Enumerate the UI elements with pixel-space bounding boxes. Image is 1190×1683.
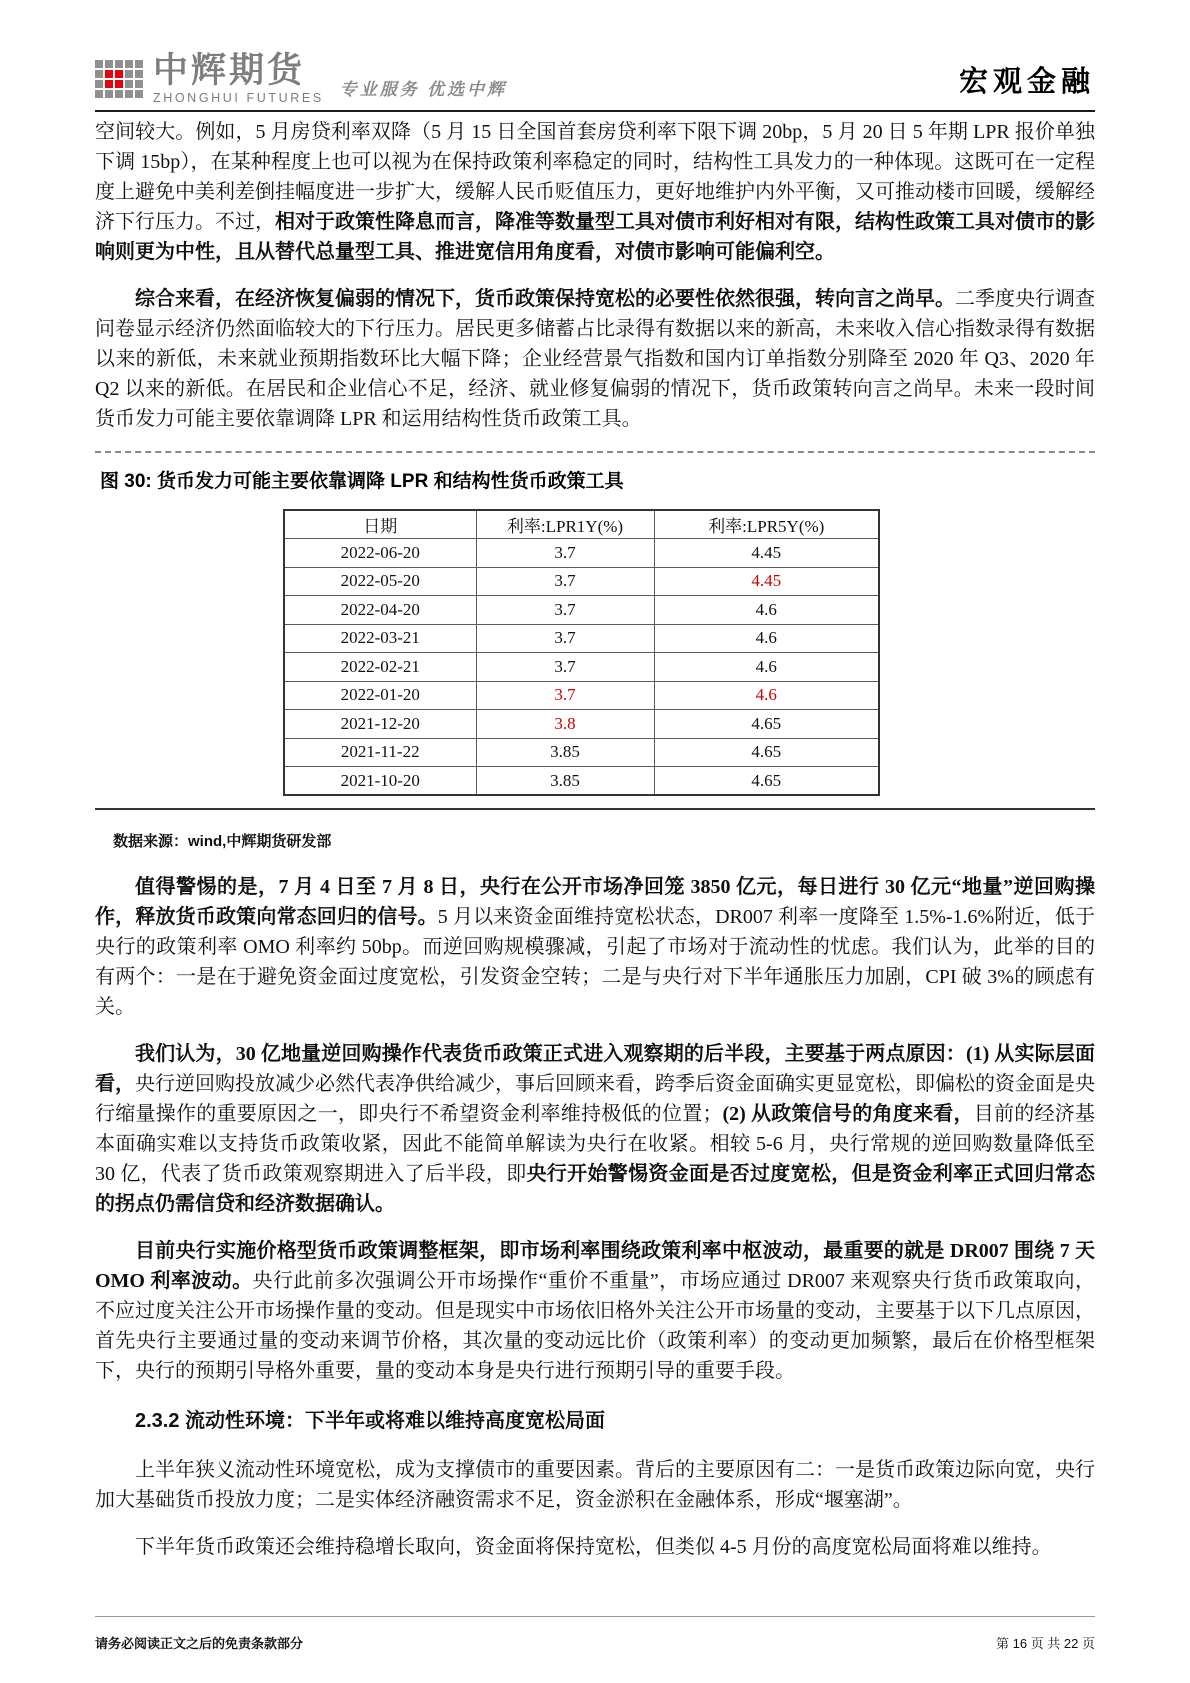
footer-page-number: 第 16 页 共 22 页	[996, 1636, 1095, 1651]
column-header: 日期	[284, 510, 476, 539]
table-cell: 2022-04-20	[284, 596, 476, 625]
brand-name	[153, 50, 324, 105]
figure-30	[95, 451, 1095, 851]
emphasis-text: (2) 从政策信号的角度来看，	[722, 1103, 974, 1125]
body-paragraph	[95, 1039, 1095, 1219]
table-cell: 4.65	[654, 767, 879, 796]
body-text: 央行逆回购投放减少必然代表净供给减少，事后回顾来看，跨季后资金面确实更显宽松，即偏松的资金面是央行缩量操作的重要原因之一，即央行不希望资金利率维持极低的位置；	[95, 1073, 1095, 1125]
table-cell: 3.7	[476, 653, 654, 682]
table-row	[284, 567, 879, 596]
table-cell: 3.85	[476, 767, 654, 796]
body-text: 央行此前多次强调公开市场操作“重价不重量”，市场应通过 DR007 来观察央行货币政策取向，不应过度关注公开市场操作量的变动。但是现实中市场依旧格外关注公开市场量的变动，主要基于以下几点原因，首先央行主要通过量的变动来调节价格，其次量的变动远比价（政策利率）的变动更加频繁，最后在价格型框架下，央行的预期引导格外重要，量的变动本身是央行进行预期引导的重要手段。	[95, 1270, 1095, 1382]
brand-name-en: ZHONGHUI FUTURES	[153, 90, 324, 105]
table-row	[284, 624, 879, 653]
footer-divider	[95, 1616, 1095, 1617]
table-row	[284, 653, 879, 682]
table-cell: 3.7	[476, 567, 654, 596]
table-cell: 2021-11-22	[284, 738, 476, 767]
table-cell: 2022-06-20	[284, 539, 476, 568]
table-cell: 4.6	[654, 653, 879, 682]
body-paragraph	[95, 284, 1095, 434]
table-row	[284, 539, 879, 568]
table-cell: 3.7	[476, 624, 654, 653]
header-divider	[95, 110, 1095, 112]
emphasis-text: 我们认为，30 亿地量逆回购操作代表货币政策正式进入观察期的后半段，主要基于两点原因：(1) 从实际层面看，	[95, 1043, 1095, 1095]
table-cell: 4.65	[654, 738, 879, 767]
table-cell: 2022-01-20	[284, 681, 476, 710]
brand-block	[95, 50, 508, 105]
body-paragraph	[95, 117, 1095, 267]
table-cell: 3.7	[476, 539, 654, 568]
footer-disclaimer: 请务必阅读正文之后的免责条款部分	[95, 1636, 304, 1651]
table-cell: 4.6	[654, 681, 879, 710]
report-body	[95, 117, 1095, 1562]
body-paragraphs-bottom	[95, 1455, 1095, 1562]
table-row	[284, 710, 879, 739]
report-category: 宏观金融	[958, 66, 1095, 98]
figure-title: 图 30: 货币发力可能主要依靠调降 LPR 和结构性货币政策工具	[100, 471, 624, 492]
column-header: 利率:LPR5Y(%)	[654, 510, 879, 539]
page-footer	[95, 1616, 1095, 1652]
table-cell: 3.8	[476, 710, 654, 739]
figure-data-source: 数据来源：wind,中辉期货研发部	[113, 833, 332, 850]
table-cell: 4.45	[654, 567, 879, 596]
emphasis-text: 相对于政策性降息而言，降准等数量型工具对债市利好相对有限，结构性政策工具对债市的影响则更为中性，且从替代总量型工具、推进宽信用角度看，对债市影响可能偏利空。	[95, 211, 1095, 263]
emphasis-text: 目前央行实施价格型货币政策调整框架，即市场利率围绕政策利率中枢波动，最重要的就是 DR007 围绕 7 天 OMO 利率波动。	[95, 1240, 1095, 1292]
section-heading: 2.3.2 流动性环境：下半年或将难以维持高度宽松局面	[135, 1410, 606, 1432]
table-row	[284, 681, 879, 710]
brand-name-cn: 中辉期货	[153, 50, 306, 90]
table-cell: 4.65	[654, 710, 879, 739]
table-cell: 2022-02-21	[284, 653, 476, 682]
table-cell: 4.45	[654, 539, 879, 568]
table-cell: 4.6	[654, 596, 879, 625]
table-cell: 2022-05-20	[284, 567, 476, 596]
body-paragraph	[95, 1455, 1095, 1515]
body-text: 上半年狭义流动性环境宽松，成为支撑债市的重要因素。背后的主要原因有二：一是货币政策边际向宽，央行加大基础货币投放力度；二是实体经济融资需求不足，资金淤积在金融体系，形成“堰塞湖”。	[95, 1459, 1095, 1511]
table-cell: 2021-12-20	[284, 710, 476, 739]
table-cell: 3.85	[476, 738, 654, 767]
figure-top-divider	[95, 451, 1095, 453]
table-row	[284, 738, 879, 767]
table-cell: 2021-10-20	[284, 767, 476, 796]
table-cell: 4.6	[654, 624, 879, 653]
brand-tagline: 专业服务 优选中辉	[339, 80, 508, 99]
emphasis-text: 央行开始警惕资金面是否过度宽松，但是资金利率正式回归常态的拐点仍需信贷和经济数据确认。	[95, 1163, 1095, 1215]
body-paragraph	[95, 872, 1095, 1022]
lpr-table-header-row	[284, 510, 879, 539]
body-text: 二季度央行调查问卷显示经济仍然面临较大的下行压力。居民更多储蓄占比录得有数据以来的新高，未来收入信心指数录得有数据以来的新低，未来就业预期指数环比大幅下降；企业经营景气指数和国内订单指数分别降至 2020 年 Q3、2020 年 Q2 以来的新低。在居民和企业信心不足，经济、就业修复偏弱的情况下，货币政策转向言之尚早。未来一段时间货币发力可能主要依靠调降 LPR 和运用结构性货币政策工具。	[95, 288, 1095, 430]
lpr-rate-table	[283, 509, 880, 796]
table-cell: 3.7	[476, 681, 654, 710]
brand-logo-icon	[95, 60, 143, 98]
body-text: 目前的经济基本面确实难以支持货币政策收紧，因此不能简单解读为央行在收紧。相较 5-6 月，央行常规的逆回购数量降低至 30 亿，代表了货币政策观察期进入了后半段，即	[95, 1103, 1096, 1185]
emphasis-text: 综合来看，在经济恢复偏弱的情况下，货币政策保持宽松的必要性依然很强，转向言之尚早。	[135, 288, 955, 310]
body-paragraph	[95, 1236, 1095, 1386]
body-text: 5 月以来资金面维持宽松状态，DR007 利率一度降至 1.5%-1.6%附近，低于央行的政策利率 OMO 利率约 50bp。而逆回购规模骤减，引起了市场对于流动性的忧虑。我们认为，此举的目的有两个：一是在于避免资金面过度宽松，引发资金空转；二是与央行对下半年通胀压力加剧，CPI 破 3%的顾虑有关。	[95, 906, 1095, 1018]
body-paragraphs-mid	[95, 872, 1095, 1386]
table-cell: 2022-03-21	[284, 624, 476, 653]
body-text: 下半年货币政策还会维持稳增长取向，资金面将保持宽松，但类似 4-5 月份的高度宽松局面将难以维持。	[135, 1536, 1052, 1558]
body-text: 空间较大。例如，5 月房贷利率双降（5 月 15 日全国首套房贷利率下限下调 20bp，5 月 20 日 5 年期 LPR 报价单独下调 15bp），在某种程度上也可以视为在保持政策利率稳定的同时，结构性工具发力的一种体现。这既可在一定程度上避免中美利差倒挂幅度进一步扩大，缓解人民币贬值压力，更好地维护内外平衡，又可推动楼市回暖，缓解经济下行压力。不过，	[95, 121, 1095, 233]
table-row	[284, 767, 879, 796]
lpr-table-body	[284, 539, 879, 796]
body-paragraphs-top	[95, 117, 1095, 434]
body-paragraph	[95, 1532, 1095, 1562]
column-header: 利率:LPR1Y(%)	[476, 510, 654, 539]
table-cell: 3.7	[476, 596, 654, 625]
emphasis-text: 值得警惕的是，7 月 4 日至 7 月 8 日，央行在公开市场净回笼 3850 亿元，每日进行 30 亿元“地量”逆回购操作，释放货币政策向常态回归的信号。	[95, 876, 1095, 928]
table-row	[284, 596, 879, 625]
page-header	[95, 30, 1095, 104]
